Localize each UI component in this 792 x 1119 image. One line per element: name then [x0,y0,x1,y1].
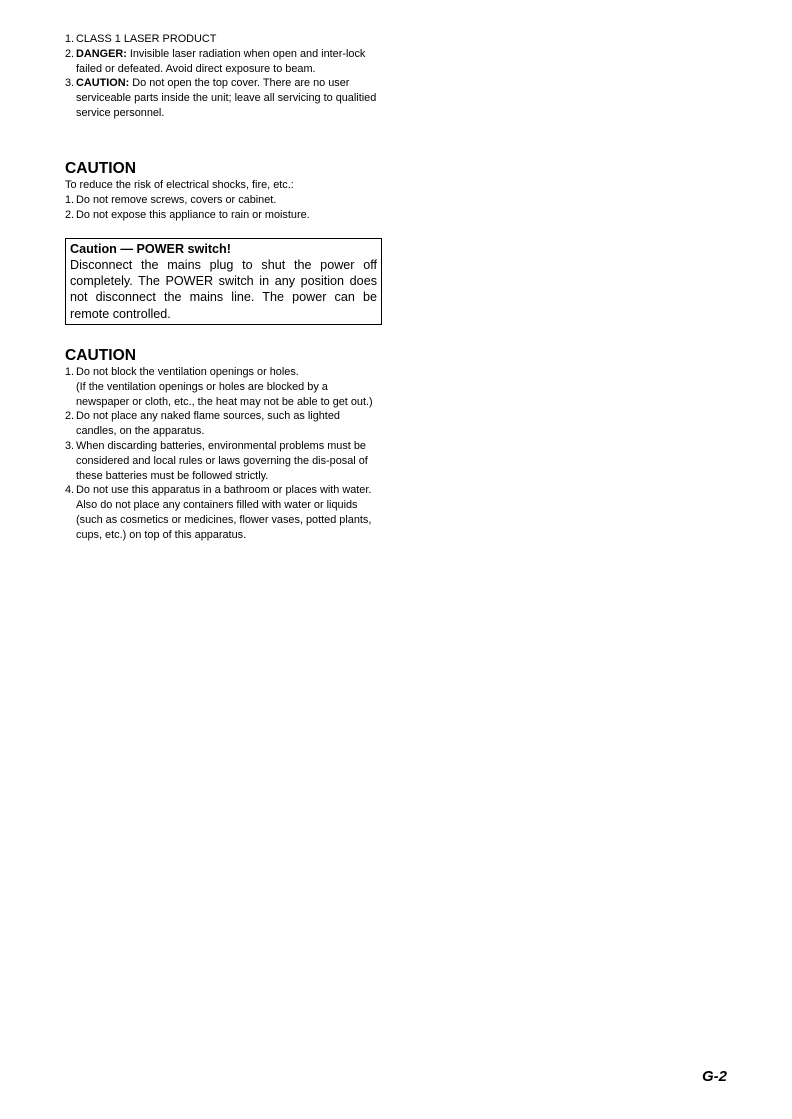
caution-item [65,193,383,208]
laser-item-3 [65,76,383,120]
item-number: 3. [65,439,75,452]
item-number: 3. [65,77,75,90]
item-text: When discarding batteries, environmental problems must be considered and local rules or laws governing the dis-posal of these batteries must be followed strictly. [76,439,368,482]
caution-item [65,365,383,409]
item-text: Invisible laser radiation when open and inter-lock failed or defeated. Avoid direct exposure to beam. [76,47,366,75]
item-text: Do not open the top cover. There are no user serviceable parts inside the unit; leave all servicing to qualitied service personnel. [76,77,377,119]
item-number: 1. [65,193,75,206]
item-number: 2. [65,208,75,221]
section-heading: CAUTION [65,347,137,364]
section-intro: To reduce the risk of electrical shocks, fire, etc.: [65,179,294,191]
laser-warning-section [65,32,383,121]
item-number: 4. [65,484,75,497]
item-number: 2. [65,410,75,423]
item-number: 1. [65,33,75,45]
laser-warning-list [65,32,383,121]
laser-item-2 [65,47,383,77]
item-bold-label: DANGER: [76,47,127,60]
laser-item-1 [65,32,383,47]
section-heading: CAUTION [65,160,137,177]
item-text: Do not use this apparatus in a bathroom or places with water. Also do not place any containers filled with water or liquids (such as cosmetics or medicines, flower vases, potted plants, cups, etc.) on top of this apparatus. [76,484,372,541]
power-switch-caution-box [65,238,382,325]
caution-section-ventilation [65,347,383,543]
item-text: Do not place any naked flame sources, such as lighted candles, on the apparatus. [76,410,340,438]
caution-item [65,409,383,439]
caution-section-electrical [65,160,383,222]
item-bold-label: CAUTION: [76,77,130,90]
box-title: Caution — POWER switch! [70,242,231,256]
caution-item [65,483,383,542]
caution-item [65,208,383,223]
item-text: Do not expose this appliance to rain or moisture. [76,208,310,221]
item-text: Do not remove screws, covers or cabinet. [76,193,277,206]
caution-list [65,193,383,223]
item-number: 1. [65,366,75,378]
item-number: 2. [65,47,75,60]
item-text: CLASS 1 LASER PRODUCT [76,33,217,45]
item-text: Do not block the ventilation openings or holes. [76,366,299,378]
caution-item [65,439,383,483]
item-subtext: (If the ventilation openings or holes are blocked by a newspaper or cloth, etc., the heat may not be able to get out.) [76,380,373,408]
box-body: Disconnect the mains plug to shut the power off completely. The POWER switch in any position does not disconnect the mains line. The power can be remote controlled. [70,258,377,321]
page-number: G-2 [701,1068,727,1085]
caution-list [65,365,383,543]
